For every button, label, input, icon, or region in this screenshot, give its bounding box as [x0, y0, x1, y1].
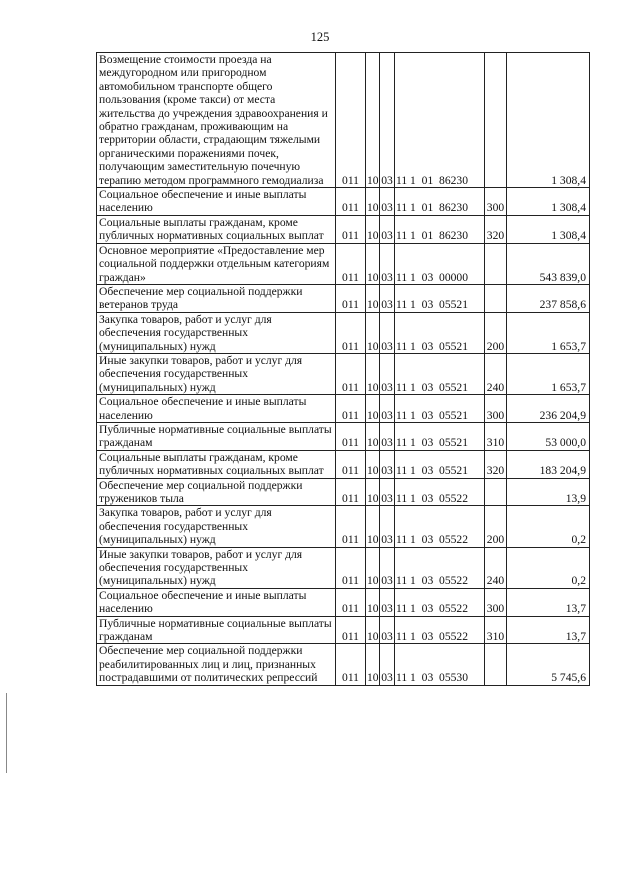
row-subsection-code: 03	[380, 395, 395, 423]
row-name: Социальные выплаты гражданам, кроме публичных нормативных социальных выплат	[97, 450, 336, 478]
row-expense-type: 320	[485, 450, 507, 478]
row-ved-code: 011	[336, 353, 366, 394]
table-row	[97, 215, 590, 243]
row-ved-code: 011	[336, 644, 366, 685]
row-section-code: 10	[366, 644, 380, 685]
row-subsection-code: 03	[380, 547, 395, 588]
row-ved-code: 011	[336, 53, 366, 188]
row-section-code: 10	[366, 478, 380, 506]
row-section-code: 10	[366, 422, 380, 450]
row-section-code: 10	[366, 188, 380, 216]
row-sum: 1 308,4	[507, 188, 590, 216]
row-ved-code: 011	[336, 312, 366, 353]
row-section-code: 10	[366, 284, 380, 312]
row-section-code: 10	[366, 243, 380, 284]
row-target-code: 11 1 03 05521	[395, 450, 485, 478]
row-target-code: 11 1 03 05522	[395, 616, 485, 644]
row-expense-type: 310	[485, 616, 507, 644]
row-section-code: 10	[366, 395, 380, 423]
row-name: Публичные нормативные социальные выплаты гражданам	[97, 422, 336, 450]
row-target-code: 11 1 03 05521	[395, 284, 485, 312]
row-name: Социальные выплаты гражданам, кроме публичных нормативных социальных выплат	[97, 215, 336, 243]
row-subsection-code: 03	[380, 478, 395, 506]
row-sum: 13,9	[507, 478, 590, 506]
row-target-code: 11 1 03 05521	[395, 422, 485, 450]
row-subsection-code: 03	[380, 312, 395, 353]
table-row	[97, 422, 590, 450]
row-sum: 183 204,9	[507, 450, 590, 478]
table-row	[97, 243, 590, 284]
row-ved-code: 011	[336, 450, 366, 478]
row-ved-code: 011	[336, 395, 366, 423]
row-name: Иные закупки товаров, работ и услуг для обеспечения государственных (муниципальных) нужд	[97, 547, 336, 588]
row-subsection-code: 03	[380, 588, 395, 616]
row-sum: 543 839,0	[507, 243, 590, 284]
row-name: Закупка товаров, работ и услуг для обеспечения государственных (муниципальных) нужд	[97, 312, 336, 353]
row-name: Публичные нормативные социальные выплаты гражданам	[97, 616, 336, 644]
table-row	[97, 547, 590, 588]
row-target-code: 11 1 03 05521	[395, 395, 485, 423]
row-name: Иные закупки товаров, работ и услуг для обеспечения государственных (муниципальных) нужд	[97, 353, 336, 394]
row-subsection-code: 03	[380, 284, 395, 312]
table-row	[97, 312, 590, 353]
row-sum: 236 204,9	[507, 395, 590, 423]
table-row	[97, 353, 590, 394]
row-ved-code: 011	[336, 188, 366, 216]
table-row	[97, 450, 590, 478]
row-name: Обеспечение мер социальной поддержки тружеников тыла	[97, 478, 336, 506]
row-target-code: 11 1 03 05522	[395, 478, 485, 506]
row-expense-type	[485, 644, 507, 685]
row-sum: 1 308,4	[507, 215, 590, 243]
table-row	[97, 53, 590, 188]
row-section-code: 10	[366, 312, 380, 353]
row-ved-code: 011	[336, 506, 366, 547]
row-section-code: 10	[366, 215, 380, 243]
row-section-code: 10	[366, 353, 380, 394]
row-ved-code: 011	[336, 588, 366, 616]
row-expense-type: 310	[485, 422, 507, 450]
row-name: Обеспечение мер социальной поддержки ветеранов труда	[97, 284, 336, 312]
row-section-code: 10	[366, 450, 380, 478]
row-subsection-code: 03	[380, 53, 395, 188]
table-row	[97, 506, 590, 547]
row-name: Закупка товаров, работ и услуг для обеспечения государственных (муниципальных) нужд	[97, 506, 336, 547]
row-ved-code: 011	[336, 547, 366, 588]
row-subsection-code: 03	[380, 616, 395, 644]
budget-table	[96, 52, 590, 686]
row-subsection-code: 03	[380, 243, 395, 284]
row-sum: 0,2	[507, 547, 590, 588]
row-ved-code: 011	[336, 422, 366, 450]
table-row	[97, 478, 590, 506]
row-sum: 53 000,0	[507, 422, 590, 450]
row-sum: 13,7	[507, 588, 590, 616]
row-target-code: 11 1 03 05521	[395, 353, 485, 394]
row-subsection-code: 03	[380, 422, 395, 450]
row-section-code: 10	[366, 616, 380, 644]
row-expense-type: 300	[485, 395, 507, 423]
row-expense-type: 200	[485, 506, 507, 547]
row-sum: 1 653,7	[507, 353, 590, 394]
row-sum: 237 858,6	[507, 284, 590, 312]
table-row	[97, 588, 590, 616]
table-row	[97, 395, 590, 423]
row-name: Социальное обеспечение и иные выплаты населению	[97, 395, 336, 423]
row-expense-type: 240	[485, 547, 507, 588]
row-subsection-code: 03	[380, 644, 395, 685]
row-sum: 13,7	[507, 616, 590, 644]
row-expense-type	[485, 243, 507, 284]
row-section-code: 10	[366, 588, 380, 616]
row-subsection-code: 03	[380, 506, 395, 547]
row-target-code: 11 1 03 05521	[395, 312, 485, 353]
row-expense-type	[485, 478, 507, 506]
row-name: Социальное обеспечение и иные выплаты населению	[97, 188, 336, 216]
table-row	[97, 644, 590, 685]
row-expense-type	[485, 53, 507, 188]
row-name: Обеспечение мер социальной поддержки реабилитированных лиц и лиц, признанных пострадавшими от политических репрессий	[97, 644, 336, 685]
row-ved-code: 011	[336, 616, 366, 644]
row-ved-code: 011	[336, 215, 366, 243]
row-name: Основное мероприятие «Предоставление мер социальной поддержки отдельным категориям граждан»	[97, 243, 336, 284]
row-subsection-code: 03	[380, 353, 395, 394]
row-target-code: 11 1 01 86230	[395, 188, 485, 216]
row-name: Социальное обеспечение и иные выплаты населению	[97, 588, 336, 616]
row-target-code: 11 1 01 86230	[395, 53, 485, 188]
row-subsection-code: 03	[380, 450, 395, 478]
row-section-code: 10	[366, 547, 380, 588]
row-expense-type: 300	[485, 188, 507, 216]
row-expense-type: 320	[485, 215, 507, 243]
row-sum: 0,2	[507, 506, 590, 547]
row-sum: 5 745,6	[507, 644, 590, 685]
row-sum: 1 653,7	[507, 312, 590, 353]
row-subsection-code: 03	[380, 188, 395, 216]
row-subsection-code: 03	[380, 215, 395, 243]
row-expense-type: 200	[485, 312, 507, 353]
row-expense-type: 240	[485, 353, 507, 394]
row-target-code: 11 1 03 05530	[395, 644, 485, 685]
row-target-code: 11 1 03 05522	[395, 547, 485, 588]
row-sum: 1 308,4	[507, 53, 590, 188]
row-target-code: 11 1 01 86230	[395, 215, 485, 243]
row-section-code: 10	[366, 53, 380, 188]
row-ved-code: 011	[336, 478, 366, 506]
row-section-code: 10	[366, 506, 380, 547]
row-target-code: 11 1 03 05522	[395, 588, 485, 616]
row-ved-code: 011	[336, 243, 366, 284]
row-name: Возмещение стоимости проезда на междугородном или пригородном автомобильном транспорте общего пользования (кроме такси) от места жительства до учреждения здравоохранения и обратно гражданам, проживающим на территории области, страдающим тяжелыми органическими поражениями почек, получающим заместительную почечную терапию методом программного гемодиализа	[97, 53, 336, 188]
row-expense-type	[485, 284, 507, 312]
row-target-code: 11 1 03 00000	[395, 243, 485, 284]
margin-mark	[6, 693, 7, 773]
row-ved-code: 011	[336, 284, 366, 312]
row-target-code: 11 1 03 05522	[395, 506, 485, 547]
row-expense-type: 300	[485, 588, 507, 616]
page-number: 125	[310, 30, 330, 44]
table-row	[97, 616, 590, 644]
table-row	[97, 284, 590, 312]
table-row	[97, 188, 590, 216]
